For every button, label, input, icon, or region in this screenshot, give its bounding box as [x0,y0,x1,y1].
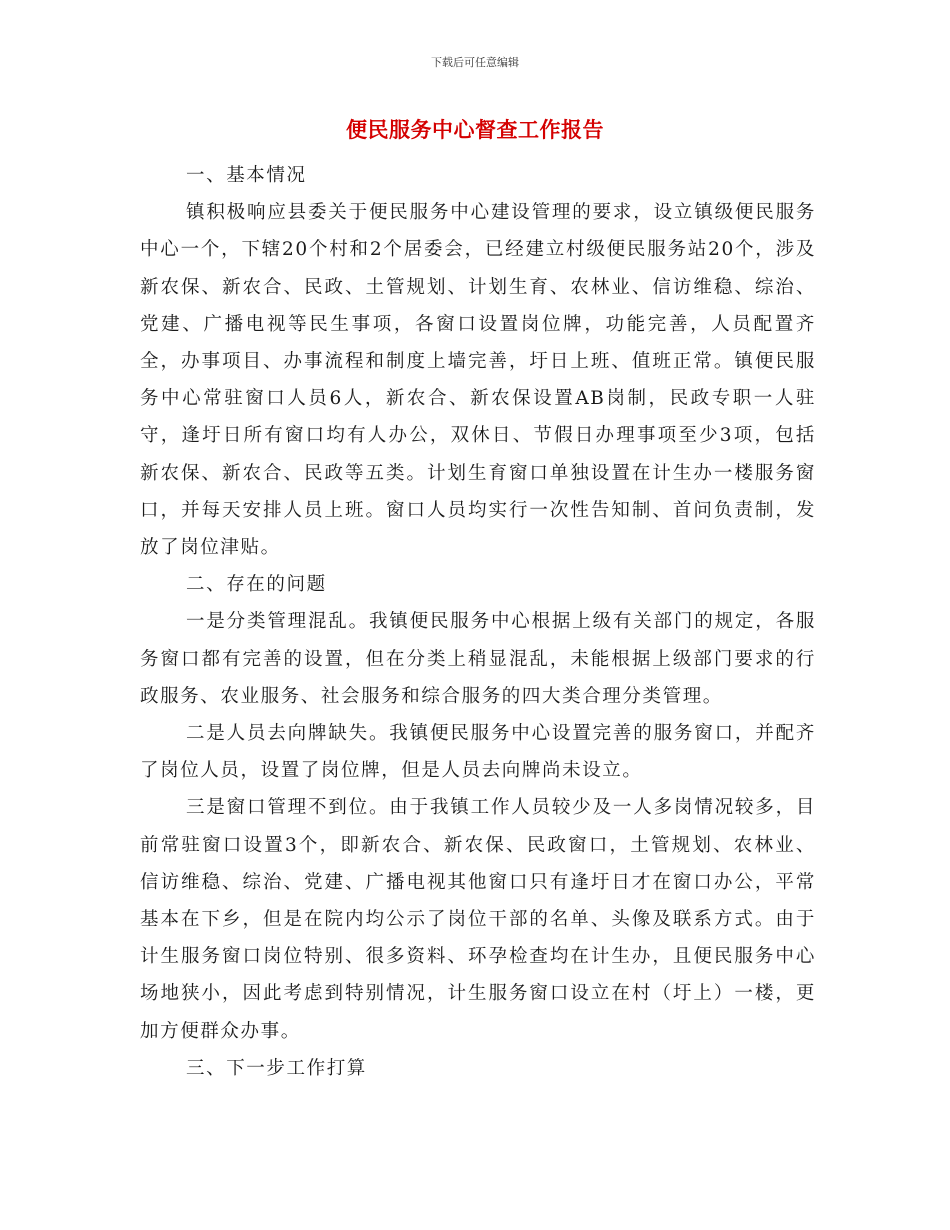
paragraph-problem-whereabouts-board: 二是人员去向牌缺失。我镇便民服务中心设置完善的服务窗口，并配齐了岗位人员，设置了岗位牌，但是人员去向牌尚未设立。 [140,723,816,782]
document-title: 便民服务中心督查工作报告 [346,118,604,142]
section-heading-next-steps: 三、下一步工作打算 [186,1057,367,1079]
document-body [140,157,816,1087]
section-heading-existing-problems: 二、存在的问题 [186,574,327,596]
section-heading-basic-situation: 一、基本情况 [186,165,307,186]
header-note: 下载后可任意编辑 [431,56,519,69]
paragraph-basic-situation: 镇积极响应县委关于便民服务中心建设管理的要求，设立镇级便民服务中心一个，下辖20个村和2个居委会，已经建立村级便民服务站20个，涉及新农保、新农合、民政、土管规划、计划生育、农林业、信访维稳、综治、党建、广播电视等民生事项，各窗口设置岗位牌，功能完善，人员配置齐全，办事项目、办事流程和制度上墙完善，圩日上班、值班正常。镇便民服务中心常驻窗口人员6人，新农合、新农保设置AB岗制，民政专职一人驻守，逢圩日所有窗口均有人办公，双休日、节假日办理事项至少3项，包括新农保、新农合、民政等五类。计划生育窗口单独设置在计生办一楼服务窗口，并每天安排人员上班。窗口人员均实行一次性告知制、首问负责制，发放了岗位津贴。 [140,202,816,559]
paragraph-problem-window-management: 三是窗口管理不到位。由于我镇工作人员较少及一人多岗情况较多，目前常驻窗口设置3个，即新农合、新农保、民政窗口，土管规划、农林业、信访维稳、综治、党建、广播电视其他窗口只有逢圩日才在窗口办公，平常基本在下乡，但是在院内均公示了岗位干部的名单、头像及联系方式。由于计生服务窗口岗位特别、很多资料、环孕检查均在计生办，且便民服务中心场地狭小，因此考虑到特别情况，计生服务窗口设立在村（圩上）一楼，更加方便群众办事。 [140,797,816,1042]
paragraph-problem-classification: 一是分类管理混乱。我镇便民服务中心根据上级有关部门的规定，各服务窗口都有完善的设置，但在分类上稍显混乱，未能根据上级部门要求的行政服务、农业服务、社会服务和综合服务的四大类合理分类管理。 [140,611,816,707]
